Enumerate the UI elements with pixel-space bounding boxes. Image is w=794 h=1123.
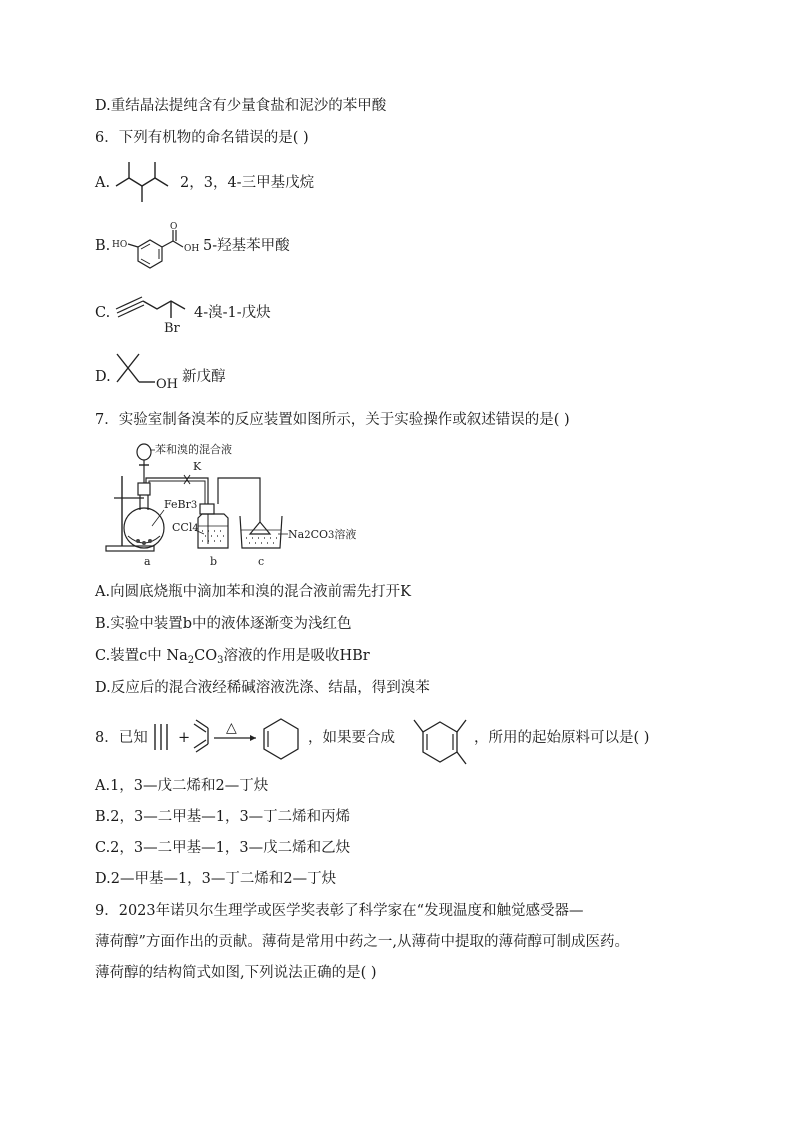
b-coh-bond	[173, 241, 183, 247]
label-febr3	[164, 498, 197, 511]
q7-option-b: B.实验中装置b中的液体逐渐变为浅红色	[95, 616, 352, 632]
q6-a-label: A.	[95, 175, 111, 191]
target-methyl-3	[457, 752, 466, 764]
q8-stem-post: ，所用的起始原料可以是( )	[474, 730, 650, 746]
q6-option-a	[95, 173, 110, 193]
q6-a-skeletal-structure	[112, 158, 182, 204]
b-oh-text: OH	[184, 244, 200, 254]
q6-d-label: D.	[95, 369, 111, 385]
q7-c-sub1: 2	[187, 655, 195, 666]
label-mixture: 苯和溴的混合液	[155, 443, 232, 456]
q8-reaction-arrow	[212, 718, 260, 754]
q7-option-c	[95, 646, 370, 671]
d-methyl-1	[117, 354, 128, 368]
q7-stem: 7．实验室制备溴苯的反应装置如图所示，关于实验操作或叙述错误的是( )	[95, 412, 570, 428]
a-main-chain	[116, 178, 168, 186]
q8-option-d: D.2—甲基—1，3—丁二烯和2—丁炔	[95, 871, 337, 887]
febr3-main: FeBr	[164, 498, 191, 511]
q8-plus: +	[178, 730, 191, 746]
flask-stopper	[138, 483, 150, 495]
flask-solid-3	[148, 539, 152, 543]
b-carboxyl-bond	[162, 241, 173, 247]
label-k: K	[193, 460, 202, 473]
q8-target-structure	[408, 708, 472, 770]
ccl4-sub: 4	[192, 523, 199, 534]
label-febr3-leader	[152, 510, 164, 526]
target-ring	[423, 722, 457, 762]
stand-base	[106, 546, 154, 551]
q8-alkyne-structure	[151, 720, 173, 754]
q8-option-a: A.1，3—戊二烯和2—丁炔	[95, 778, 269, 794]
flask-solid-2	[142, 541, 146, 545]
q8-diene-structure	[192, 716, 212, 756]
b-o-text: O	[170, 222, 178, 232]
na2co3-a: Na	[288, 528, 305, 541]
b-ho-bond	[128, 244, 138, 247]
q7-option-a: A.向圆底烧瓶中滴加苯和溴的混合液前需先打开K	[95, 584, 411, 600]
q9-stem-line2: 薄荷醇”方面作出的贡献。薄荷是常用中药之一,从薄荷中提取的薄荷醇可制成医药。	[95, 934, 630, 950]
q8-stem-pre: 8．已知	[95, 730, 148, 746]
q7-apparatus-diagram	[100, 438, 370, 568]
q6-a-name: 2，3，4-三甲基戊烷	[180, 175, 315, 191]
label-c: c	[258, 555, 265, 568]
q7-c-sub2: 3	[217, 655, 224, 666]
q6-option-d	[95, 367, 111, 387]
q5-option-d: D.重结晶法提纯含有少量食盐和泥沙的苯甲酸	[95, 98, 387, 114]
q8-option-c: C.2，3—二甲基—1，3—戊二烯和乙炔	[95, 840, 351, 856]
delta-text: △	[226, 720, 237, 736]
c-br-text: Br	[164, 321, 180, 336]
q6-stem: 6．下列有机物的命名错误的是( )	[95, 130, 309, 146]
q9-stem-line1: 9．2023年诺贝尔生理学或医学奖表彰了科学家在“发现温度和触觉感受器—	[95, 903, 584, 919]
q9-stem-line3: 薄荷醇的结构简式如图,下列说法正确的是( )	[95, 965, 377, 981]
arrow-head	[250, 735, 256, 741]
inverted-funnel	[250, 522, 270, 534]
bottle-b-liquid-dots	[202, 531, 224, 541]
beaker-c-liquid-dots	[246, 538, 277, 543]
d-chain-1	[128, 368, 139, 382]
q8-option-b: B.2，3—二甲基—1，3—丁二烯和丙烯	[95, 809, 351, 825]
d-methyl-3	[117, 368, 128, 382]
q6-option-b	[95, 236, 110, 256]
q6-c-label: C.	[95, 305, 111, 321]
q7-c-pre: C.装置c中 Na	[95, 648, 188, 664]
d-oh-text: OH	[156, 377, 178, 392]
label-b: b	[210, 555, 218, 568]
target-methyl-1	[414, 720, 423, 732]
q8-cyclohexene-structure	[258, 716, 304, 762]
q6-b-label: B.	[95, 238, 111, 254]
flask-solid-1	[136, 539, 140, 543]
q6-d-structure	[113, 348, 185, 394]
c-chain	[143, 301, 185, 309]
target-methyl-2	[457, 720, 466, 732]
na2co3-s1: 2	[304, 530, 311, 541]
q6-d-name: 新戊醇	[182, 369, 226, 385]
funnel-bulb	[137, 444, 151, 460]
na2co3-b: CO	[310, 528, 328, 541]
febr3-sub: 3	[190, 500, 198, 511]
tube-b-to-c	[218, 478, 260, 522]
q6-c-structure	[112, 288, 192, 336]
bottle-b-stopper	[200, 504, 214, 514]
b-ho-text: HO	[112, 240, 128, 250]
d-methyl-2	[128, 354, 139, 368]
ccl4-main: CCl	[172, 521, 193, 534]
q8-stem-mid: ，如果要合成	[308, 730, 395, 746]
q7-c-mid: CO	[194, 648, 218, 664]
q6-b-name: 5-羟基苯甲酸	[203, 238, 290, 254]
label-a: a	[144, 555, 151, 568]
q7-c-post: 溶液的作用是吸收HBr	[223, 648, 370, 664]
cyclohexene-ring	[264, 719, 298, 759]
na2co3-s2: 3	[328, 530, 335, 541]
na2co3-c: 溶液	[334, 528, 357, 541]
valve-k	[184, 475, 190, 484]
q6-c-name: 4-溴-1-戊炔	[194, 305, 271, 321]
q6-b-structure	[110, 220, 208, 272]
label-na2co3	[288, 527, 356, 541]
q7-option-d: D.反应后的混合液经稀碱溶液洗涤、结晶，得到溴苯	[95, 680, 430, 696]
label-ccl4	[172, 521, 199, 534]
q6-option-c	[95, 303, 110, 323]
